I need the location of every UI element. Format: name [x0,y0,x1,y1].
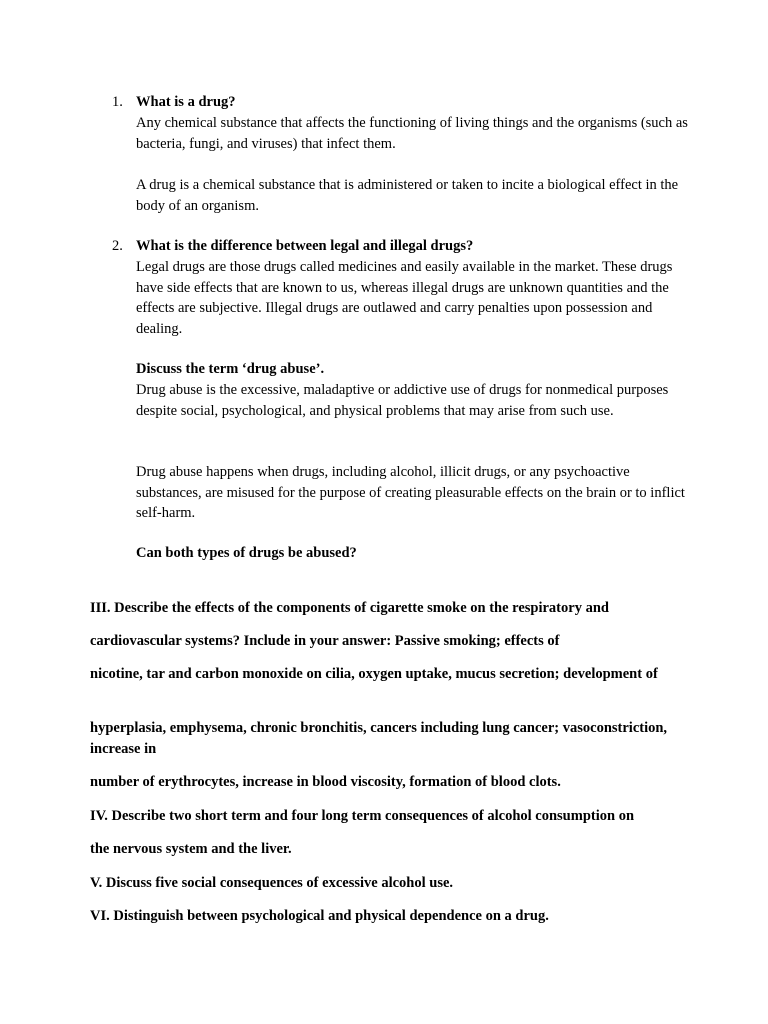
section-3-line-4: hyperplasia, emphysema, chronic bronchitis, cancers including lung cancer; vasoconstriction, increase in [90,720,668,757]
q2-heading: What is the difference between legal and illegal drugs? [136,238,474,254]
q2-number: 2. [112,238,123,254]
q2-answer: Legal drugs are those drugs called medicines and easily available in the market. These drugs have side effects that are known to us, whereas illegal drugs are unknown quantities and the effects are subjective. Illegal drugs are outlawed and carry penalties upon possession and dealing. [136,259,673,337]
section-3-line-1: III. Describe the effects of the components of cigarette smoke on the respiratory and [90,600,609,616]
section-3-line-3: nicotine, tar and carbon monoxide on cilia, oxygen uptake, mucus secretion; development of [90,666,658,682]
q1-heading: What is a drug? [136,94,236,110]
drug-abuse-question: Can both types of drugs be abused? [136,545,357,561]
section-4-line-2: the nervous system and the liver. [90,841,292,857]
section-3-line-5: number of erythrocytes, increase in blood viscosity, formation of blood clots. [90,774,561,790]
q1-answer-2: A drug is a chemical substance that is administered or taken to incite a biological effect in the body of an organism. [136,177,679,214]
section-4-line-1: IV. Describe two short term and four long term consequences of alcohol consumption on [90,808,635,824]
q1-answer-1: Any chemical substance that affects the functioning of living things and the organisms (such as bacteria, fungi, and viruses) that infect them. [136,115,688,152]
section-6: VI. Distinguish between psychological and physical dependence on a drug. [90,908,549,924]
section-3-line-2: cardiovascular systems? Include in your answer: Passive smoking; effects of [90,633,560,649]
drug-abuse-answer-2: Drug abuse happens when drugs, including alcohol, illicit drugs, or any psychoactive substances, are misused for the purpose of creating pleasurable effects on the brain or to inflict self-harm. [136,464,685,521]
q1-number: 1. [112,94,123,110]
drug-abuse-answer-1: Drug abuse is the excessive, maladaptive or addictive use of drugs for nonmedical purposes despite social, psychological, and physical problems that may arise from such use. [136,382,669,419]
drug-abuse-heading: Discuss the term ‘drug abuse’. [136,361,325,377]
section-5: V. Discuss five social consequences of excessive alcohol use. [90,875,454,891]
